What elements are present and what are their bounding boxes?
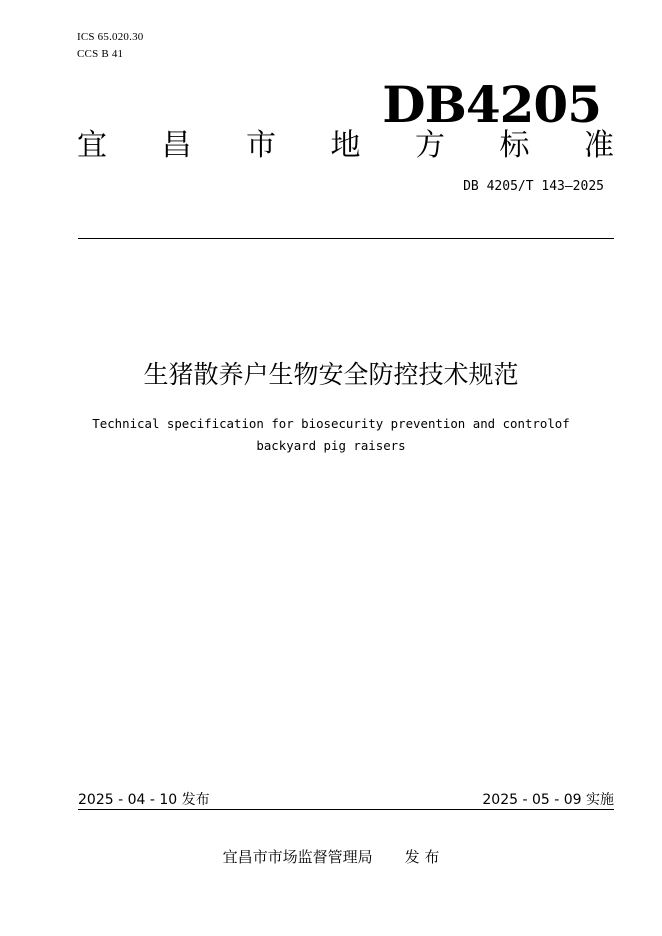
standard-type-char: 方 [415, 128, 445, 163]
standard-type-char: 昌 [161, 128, 192, 163]
header-divider [78, 238, 614, 239]
db-logo: DB4205 [382, 75, 601, 134]
standard-type-heading [77, 126, 614, 166]
publisher-name: 宜昌市市场监督管理局 [222, 848, 373, 866]
title-english [60, 413, 602, 457]
publisher [0, 846, 662, 868]
standard-number: DB 4205/T 143—2025 [463, 179, 604, 194]
standard-type-char: 准 [584, 128, 614, 163]
ccs-code: CCS B 41 [77, 48, 124, 60]
standard-type-char: 市 [246, 128, 276, 163]
standard-type-char: 标 [499, 128, 530, 163]
publisher-action: 发 布 [404, 848, 440, 866]
standard-type-char: 宜 [77, 128, 107, 163]
title-chinese: 生猪散养户生物安全防控技术规范 [143, 360, 519, 389]
implementation-date: 2025 - 05 - 09 实施 [482, 792, 614, 808]
standard-type-char: 地 [330, 128, 361, 163]
title-english-line: backyard pig raisers [256, 438, 406, 453]
issue-date: 2025 - 04 - 10 发布 [78, 792, 210, 808]
ics-code: ICS 65.020.30 [77, 31, 144, 43]
footer-divider [78, 809, 614, 810]
title-english-line: Technical specification for biosecurity prevention and controlof [92, 416, 570, 431]
